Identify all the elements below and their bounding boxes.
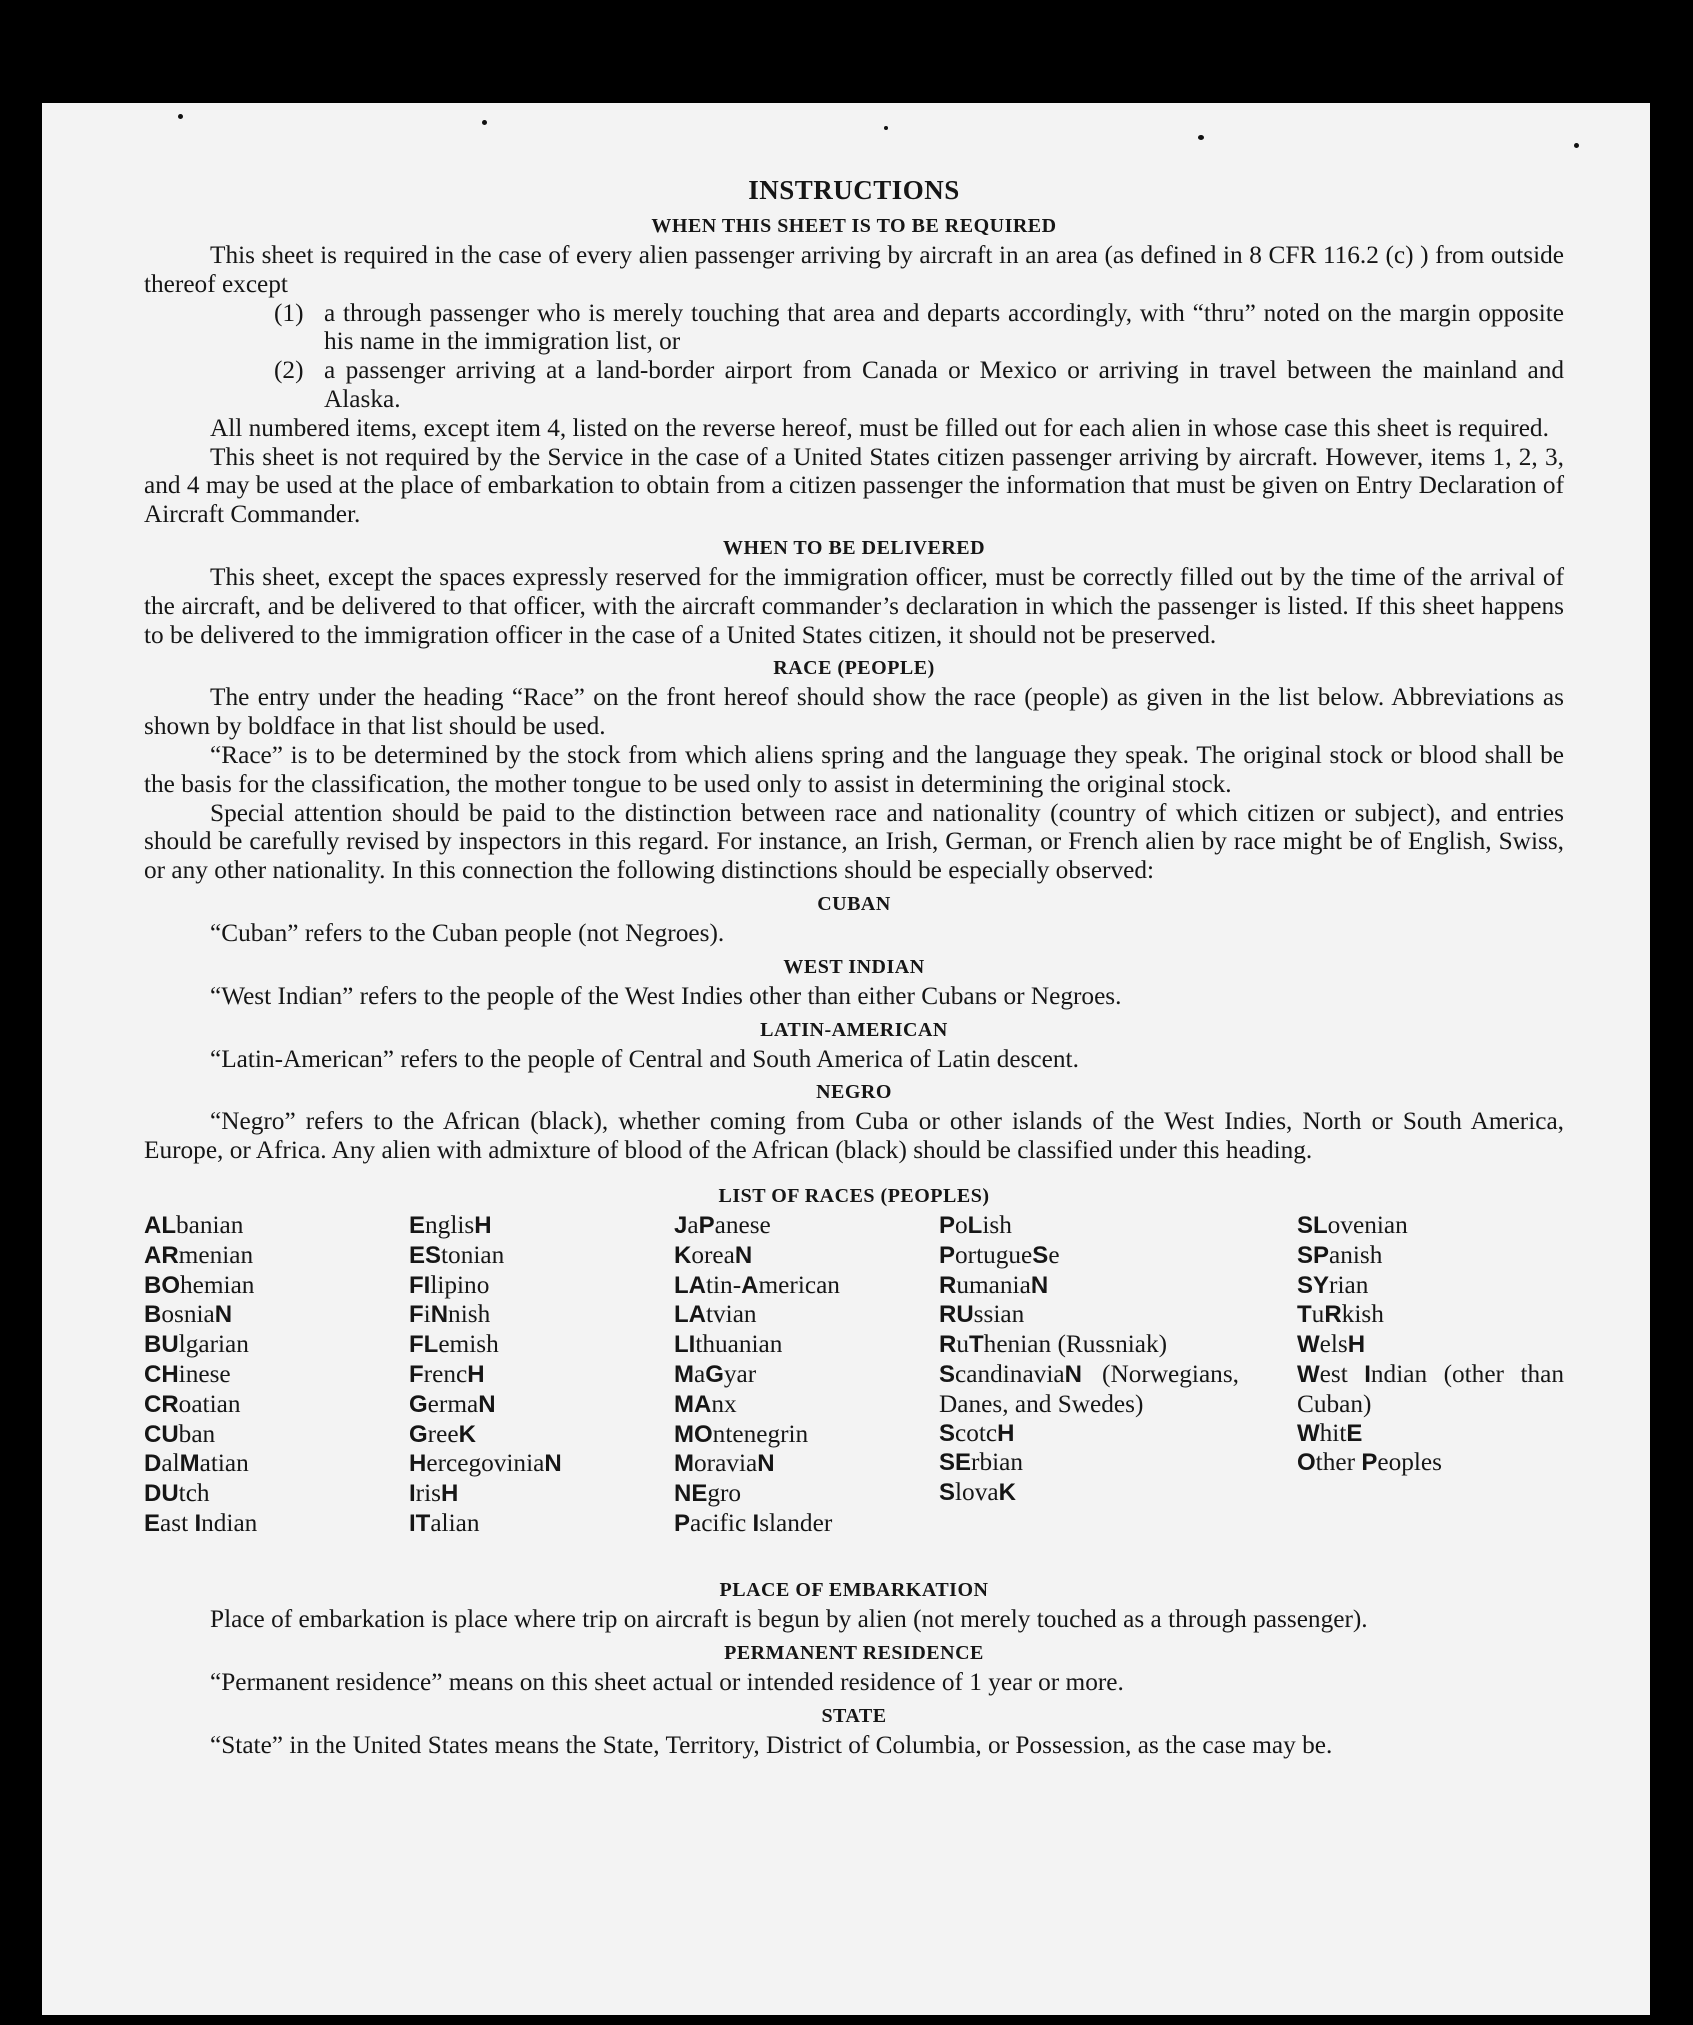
- race-entry: IrisH: [409, 1479, 459, 1508]
- section-heading: NEGRO: [816, 1081, 892, 1104]
- race-entry: KoreaN: [674, 1240, 753, 1269]
- race-entry: BOhemian: [144, 1270, 255, 1299]
- race-entry: MOntenegrin: [674, 1419, 809, 1448]
- list-item: [274, 356, 1564, 414]
- instructions-content: [144, 173, 1564, 1759]
- race-entry: BUlgarian: [144, 1330, 249, 1359]
- race-entry: SLovenian: [1297, 1210, 1408, 1239]
- paragraph: This sheet is not required by the Service in the case of a United States citizen passenger arriving by aircraft. However, items 1, 2, 3, and 4 may be used at the place of embarkation to obtain from a citizen passenger the information that must be given on Entry Declaration of Aircraft Commander.: [144, 442, 1564, 529]
- race-entry: PortugueSe: [939, 1240, 1060, 1269]
- race-entry: EnglisH: [409, 1210, 492, 1239]
- section-heading: LATIN-AMERICAN: [760, 1018, 948, 1041]
- speck: [884, 126, 888, 130]
- race-entry: FrencH: [409, 1359, 485, 1388]
- race-entry: DUtch: [144, 1479, 210, 1508]
- race-entry: SPanish: [1297, 1240, 1383, 1269]
- race-entry: RUssian: [939, 1300, 1025, 1329]
- race-entry: SlovaK: [939, 1478, 1016, 1507]
- races-column: [409, 1211, 659, 1539]
- section-west-indian: [144, 954, 1564, 1011]
- section-heading: RACE (PEOPLE): [773, 657, 935, 680]
- race-entry: ScotcH: [939, 1418, 1015, 1447]
- section-heading: WEST INDIAN: [783, 955, 925, 978]
- speck: [1198, 135, 1204, 140]
- section-negro: [144, 1079, 1564, 1165]
- paragraph: “Cuban” refers to the Cuban people (not Negroes).: [210, 918, 725, 947]
- section-heading: STATE: [821, 1704, 887, 1727]
- section-state: [144, 1703, 1564, 1760]
- speck: [482, 120, 487, 125]
- paragraph: Special attention should be paid to the distinction between race and nationality (country of which citizen or subject), and entries should be carefully revised by inspectors in this regard. For instance, an Irish, German, or French alien by race might be of English, Swiss, or any other nationality. In this connection the following distinctions should be especially observed:: [144, 798, 1564, 885]
- paragraph: “Latin-American” refers to the people of Central and South America of Latin descent.: [210, 1044, 1079, 1073]
- races-column: [939, 1211, 1239, 1508]
- race-entry: Other Peoples: [1297, 1448, 1442, 1477]
- race-entry: CUban: [144, 1419, 216, 1448]
- race-entry: CRoatian: [144, 1389, 241, 1418]
- race-entry: ITalian: [409, 1508, 480, 1537]
- race-entry: BosniaN: [144, 1300, 233, 1329]
- paragraph: “Race” is to be determined by the stock from which aliens spring and the language they speak. The original stock or blood shall be the basis for the classification, the mother tongue to be used only to assist in determining the original stock.: [144, 740, 1564, 798]
- races-column: [1297, 1211, 1564, 1478]
- race-entry: RuThenian (Russniak): [939, 1330, 1168, 1359]
- race-entry: LAtvian: [674, 1300, 757, 1329]
- race-entry: NEgro: [674, 1479, 742, 1508]
- section-when-required: [144, 213, 1564, 529]
- race-entry: West Indian (other than Cuban): [1297, 1359, 1564, 1418]
- race-entry: WhitE: [1297, 1418, 1363, 1447]
- race-entry: EStonian: [409, 1240, 505, 1269]
- section-heading: WHEN THIS SHEET IS TO BE REQUIRED: [651, 215, 1057, 237]
- section-latin-american: [144, 1017, 1564, 1074]
- race-entry: FIlipino: [409, 1270, 490, 1299]
- races-heading: LIST OF RACES (PEOPLES): [718, 1184, 990, 1207]
- race-entry: GermaN: [409, 1389, 496, 1418]
- item-text: a through passenger who is merely touching that area and departs accordingly, with “thru” noted on the margin opposite his name in the immigration list, or: [324, 298, 1564, 356]
- race-entry: LAtin-American: [674, 1270, 840, 1299]
- races-column: [674, 1211, 934, 1539]
- item-number: (2): [274, 356, 304, 385]
- race-entry: FiNnish: [409, 1300, 491, 1329]
- paragraph: This sheet, except the spaces expressly reserved for the immigration officer, must be correctly filled out by the time of the arrival of the aircraft, and be delivered to that officer, with the aircraft commander’s declaration in which the passenger is listed. If this sheet happens to be delivered to the immigration officer in the case of a United States citizen, it should not be preserved.: [144, 562, 1564, 649]
- races-column: [144, 1211, 394, 1539]
- race-entry: FLemish: [409, 1330, 499, 1359]
- section-place-of-embarkation: [144, 1577, 1564, 1634]
- page-title: INSTRUCTIONS: [748, 175, 960, 205]
- item-number: (1): [274, 298, 304, 327]
- list-item: [274, 299, 1564, 357]
- section-intro: This sheet is required in the case of every alien passenger arriving by aircraft in an area (as defined in 8 CFR 116.2 (c) ) from outside thereof except: [144, 241, 1564, 298]
- race-entry: WelsH: [1297, 1330, 1366, 1359]
- section-race: [144, 655, 1564, 885]
- race-entry: SYrian: [1297, 1270, 1369, 1299]
- section-heading: PLACE OF EMBARKATION: [719, 1578, 989, 1601]
- race-entry: SErbian: [939, 1448, 1023, 1477]
- race-entry: HercegoviniaN: [409, 1449, 562, 1478]
- document-page: [42, 103, 1650, 2015]
- speck: [178, 114, 183, 119]
- race-entry: GreeK: [409, 1419, 476, 1448]
- section-heading: CUBAN: [817, 892, 891, 915]
- race-entry: CHinese: [144, 1359, 231, 1388]
- race-entry: JaPanese: [674, 1210, 771, 1239]
- item-text: a passenger arriving at a land-border airport from Canada or Mexico or arriving in travel between the mainland and Alaska.: [324, 356, 1564, 413]
- section-permanent-residence: [144, 1640, 1564, 1697]
- paragraph: The entry under the heading “Race” on the front hereof should show the race (people) as given in the list below. Abbreviations as shown by boldface in that list should be used.: [144, 683, 1564, 741]
- race-entry: East Indian: [144, 1508, 258, 1537]
- race-entry: ALbanian: [144, 1210, 244, 1239]
- paragraph: All numbered items, except item 4, listed on the reverse hereof, must be filled out for each alien in whose case this sheet is required.: [210, 413, 1549, 442]
- race-entry: TuRkish: [1297, 1300, 1384, 1329]
- race-entry: LIthuanian: [674, 1330, 783, 1359]
- speck: [1574, 143, 1579, 148]
- paragraph: “West Indian” refers to the people of the West Indies other than either Cubans or Negroes.: [210, 981, 1122, 1010]
- race-entry: MoraviaN: [674, 1449, 775, 1478]
- paragraph: “Permanent residence” means on this sheet actual or intended residence of 1 year or more.: [210, 1667, 1124, 1696]
- race-entry: MaGyar: [674, 1359, 757, 1388]
- section-heading: PERMANENT RESIDENCE: [724, 1641, 984, 1664]
- race-entry: DalMatian: [144, 1449, 249, 1478]
- paragraph: “State” in the United States means the State, Territory, District of Columbia, or Possession, as the case may be.: [210, 1730, 1333, 1759]
- paragraph: Place of embarkation is place where trip on aircraft is begun by alien (not merely touched as a through passenger).: [210, 1604, 1368, 1633]
- section-cuban: [144, 891, 1564, 948]
- section-heading: WHEN TO BE DELIVERED: [722, 536, 986, 559]
- sections: [144, 213, 1564, 1165]
- race-entry: Pacific Islander: [674, 1508, 833, 1537]
- race-entry: RumaniaN: [939, 1270, 1049, 1299]
- race-entry: PoLish: [939, 1210, 1012, 1239]
- race-entry: MAnx: [674, 1389, 737, 1418]
- races-list: [144, 1211, 1564, 1571]
- race-entry: ARmenian: [144, 1240, 254, 1269]
- paragraph: “Negro” refers to the African (black), whether coming from Cuba or other islands of the West Indies, North or South America, Europe, or Africa. Any alien with admixture of blood of the African (black) should be classified under this heading.: [144, 1107, 1564, 1165]
- race-entry: ScandinaviaN (Norwegians, Danes, and Swedes): [939, 1359, 1239, 1418]
- section-when-delivered: [144, 535, 1564, 649]
